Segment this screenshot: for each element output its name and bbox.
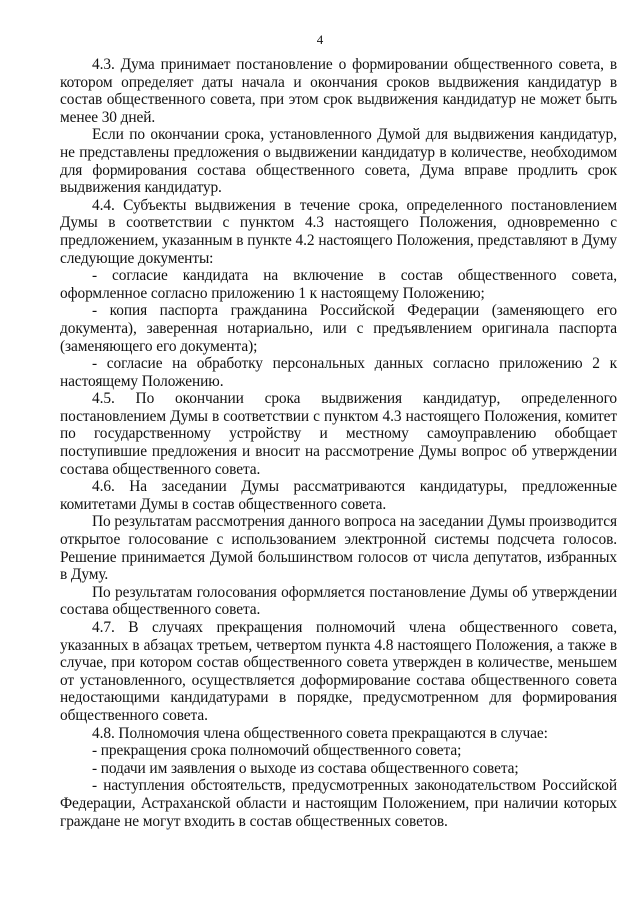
paragraph-4-4: 4.4. Субъекты выдвижения в течение срока, определенного постановлением Думы в соответствии с пунктом 4.3 настоящего Положения, одновременно с предложением, указанным в пункте 4.2 настоящего Положения, представляют в Думу следующие документы: [60,196,617,267]
page-number: 4 [316,32,324,47]
paragraph-voting: По результатам рассмотрения данного вопроса на заседании Думы производится открытое голосование с использованием электронной системы подсчета голосов. Решение принимается Думой большинством голосов от числа депутатов, избранных в Думу. [60,513,617,584]
paragraph-4-7: 4.7. В случаях прекращения полномочий члена общественного совета, указанных в абзацах третьем, четвертом пункта 4.8 настоящего Положения, а также в случае, при котором состав общественного совета утвержден в количестве, меньшем от установленного, осуществляется доформирование состава общественного совета недостающими кандидатурами в порядке, предусмотренном для формирования общественного совета. [60,619,617,724]
paragraph-4-6: 4.6. На заседании Думы рассматриваются кандидатуры, предложенные комитетами Думы в состав общественного совета. [60,478,617,513]
list-item-passport: - копия паспорта гражданина Российской Федерации (заменяющего его документа), заверенная нотариально, или с предъявлением оригинала паспорта (заменяющего его документа); [60,302,617,355]
list-item-circumstances: - наступления обстоятельств, предусмотренных законодательством Российской Федерации, Астраханской области и настоящим Положением, при наличии которых граждане не могут входить в состав общественных советов. [60,777,617,830]
list-item-term-end: - прекращения срока полномочий общественного совета; [92,742,462,760]
list-item-resignation: - подачи им заявления о выходе из состава общественного совета; [92,759,519,777]
paragraph-4-8: 4.8. Полномочия члена общественного совета прекращаются в случае: [92,724,548,742]
paragraph-4-3: 4.3. Дума принимает постановление о формировании общественного совета, в котором определяет даты начала и окончания сроков выдвижения кандидатур в состав общественного совета, при этом срок выдвижения кандидатур не может быть менее 30 дней. [60,56,617,126]
paragraph-voting-result: По результатам голосования оформляется постановление Думы об утверждении состава общественного совета. [60,583,617,619]
document-body [60,56,617,830]
list-item-personal-data: - согласие на обработку персональных данных согласно приложению 2 к настоящему Положению. [60,355,617,390]
paragraph-4-5: 4.5. По окончании срока выдвижения кандидатур, определенного постановлением Думы в соответствии с пунктом 4.3 настоящего Положения, комитет по государственному устройству и местному самоуправлению обобщает поступившие предложения и вносит на рассмотрение Думы вопрос об утверждении состава общественного совета. [60,390,617,478]
list-item-consent: - согласие кандидата на включение в состав общественного совета, оформленное согласно приложению 1 к настоящему Положению; [60,267,617,302]
paragraph-extension: Если по окончании срока, установленного Думой для выдвижения кандидатур, не представлены предложения о выдвижении кандидатур в количестве, необходимом для формирования состава общественного совета, Дума вправе продлить срок выдвижения кандидатур. [60,126,617,197]
